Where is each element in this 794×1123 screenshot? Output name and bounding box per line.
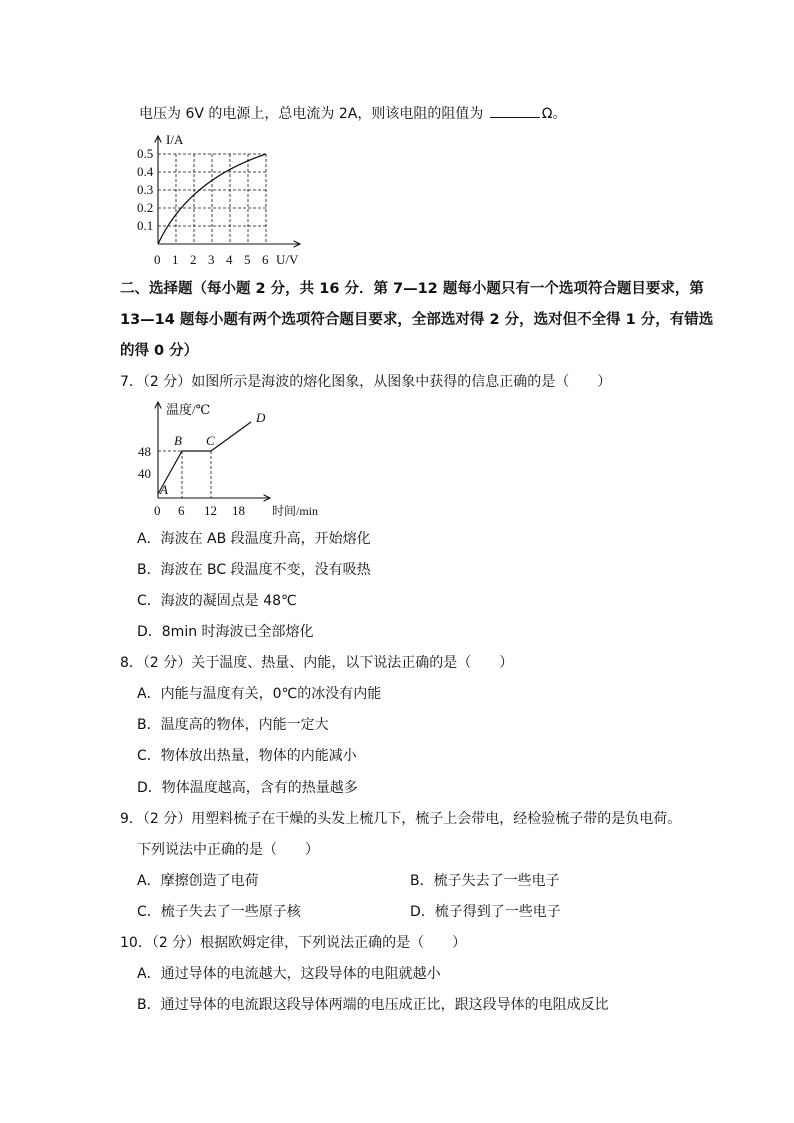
iu-y-tick: 0.3 bbox=[137, 182, 154, 197]
iu-x-tick: 1 bbox=[172, 252, 179, 267]
melt-origin: 0 bbox=[154, 503, 161, 518]
section2-line3: 的得 0 分） bbox=[120, 343, 199, 359]
q10-stem: 10．（2 分）根据欧姆定律，下列说法正确的是（ ） bbox=[120, 935, 467, 951]
q9-stem-line1: 9．（2 分）用塑料梳子在干燥的头发上梳几下，梳子上会带电，经检验梳子带的是负电荷。 bbox=[120, 811, 682, 827]
q9-option-b: B．梳子失去了一些电子 bbox=[410, 873, 560, 889]
iu-y-tick: 0.1 bbox=[137, 218, 154, 233]
intro-text: 电压为 6V 的电源上，总电流为 2A，则该电阻的阻值为 bbox=[139, 106, 484, 122]
iu-y-tick: 0.4 bbox=[137, 164, 154, 179]
iu-y-label: I/A bbox=[166, 132, 184, 147]
q10-option-a: A．通过导体的电流越大，这段导体的电阻就越小 bbox=[137, 966, 441, 982]
q8-option-b: B．温度高的物体，内能一定大 bbox=[137, 717, 329, 733]
iu-origin: 0 bbox=[154, 252, 161, 267]
iu-x-tick: 3 bbox=[208, 252, 215, 267]
q9-stem-line2: 下列说法中正确的是（ ） bbox=[137, 842, 319, 858]
melt-x-tick: 12 bbox=[204, 503, 217, 518]
iu-x-tick: 5 bbox=[244, 252, 251, 267]
iu-x-tick: 4 bbox=[226, 252, 233, 267]
iu-chart bbox=[137, 130, 340, 270]
q7-option-a: A．海波在 AB 段温度升高，开始熔化 bbox=[137, 531, 371, 547]
section2-line1: 二、选择题（每小题 2 分，共 16 分．第 7—12 题每小题只有一个选项符合题目要求，第 bbox=[120, 281, 704, 297]
iu-x-tick: 6 bbox=[262, 252, 269, 267]
iu-y-tick: 0.2 bbox=[137, 200, 154, 215]
q8-option-d: D．物体温度越高，含有的热量越多 bbox=[137, 780, 358, 796]
melt-y-tick: 48 bbox=[138, 444, 151, 459]
iu-grid bbox=[158, 154, 266, 244]
melt-y-label: 温度/℃ bbox=[166, 402, 211, 417]
iu-x-label: U/V bbox=[276, 252, 299, 267]
intro-line bbox=[139, 103, 566, 124]
melt-point-c: C bbox=[206, 433, 215, 448]
q10-option-b: B．通过导体的电流跟这段导体两端的电压成正比，跟这段导体的电阻成反比 bbox=[137, 997, 609, 1013]
q8-stem: 8．（2 分）关于温度、热量、内能，以下说法正确的是（ ） bbox=[120, 655, 514, 671]
q9-option-c: C．梳子失去了一些原子核 bbox=[137, 904, 301, 920]
q8-option-a: A．内能与温度有关，0℃的冰没有内能 bbox=[137, 686, 382, 702]
melt-x-tick: 6 bbox=[178, 503, 185, 518]
q7-option-d: D．8min 时海波已全部熔化 bbox=[137, 624, 314, 640]
q9-option-a: A．摩擦创造了电荷 bbox=[137, 873, 259, 889]
q7-option-c: C．海波的凝固点是 48℃ bbox=[137, 593, 297, 609]
q7-stem: 7．（2 分）如图所示是海波的熔化图象，从图象中获得的信息正确的是（ ） bbox=[120, 374, 612, 390]
iu-y-tick: 0.5 bbox=[137, 146, 154, 161]
q9-option-d: D．梳子得到了一些电子 bbox=[410, 904, 561, 920]
q7-option-b: B．海波在 BC 段温度不变，没有吸热 bbox=[137, 562, 371, 578]
melt-point-d: D bbox=[256, 410, 266, 425]
melt-curve bbox=[158, 422, 251, 494]
intro-unit: Ω。 bbox=[541, 106, 567, 122]
melt-point-b: B bbox=[174, 433, 182, 448]
melt-y-tick: 40 bbox=[138, 466, 151, 481]
melt-point-a: A bbox=[160, 482, 168, 497]
section2-line2: 13—14 题每小题有两个选项符合题目要求，全部选对得 2 分，选对但不全得 1 分，有错选 bbox=[120, 312, 714, 328]
iu-x-tick: 2 bbox=[190, 252, 197, 267]
melting-chart bbox=[136, 396, 336, 526]
answer-blank bbox=[490, 103, 540, 118]
melt-x-tick: 18 bbox=[232, 503, 245, 518]
melt-x-label: 时间/min bbox=[272, 504, 319, 518]
q8-option-c: C．物体放出热量，物体的内能减小 bbox=[137, 748, 357, 764]
